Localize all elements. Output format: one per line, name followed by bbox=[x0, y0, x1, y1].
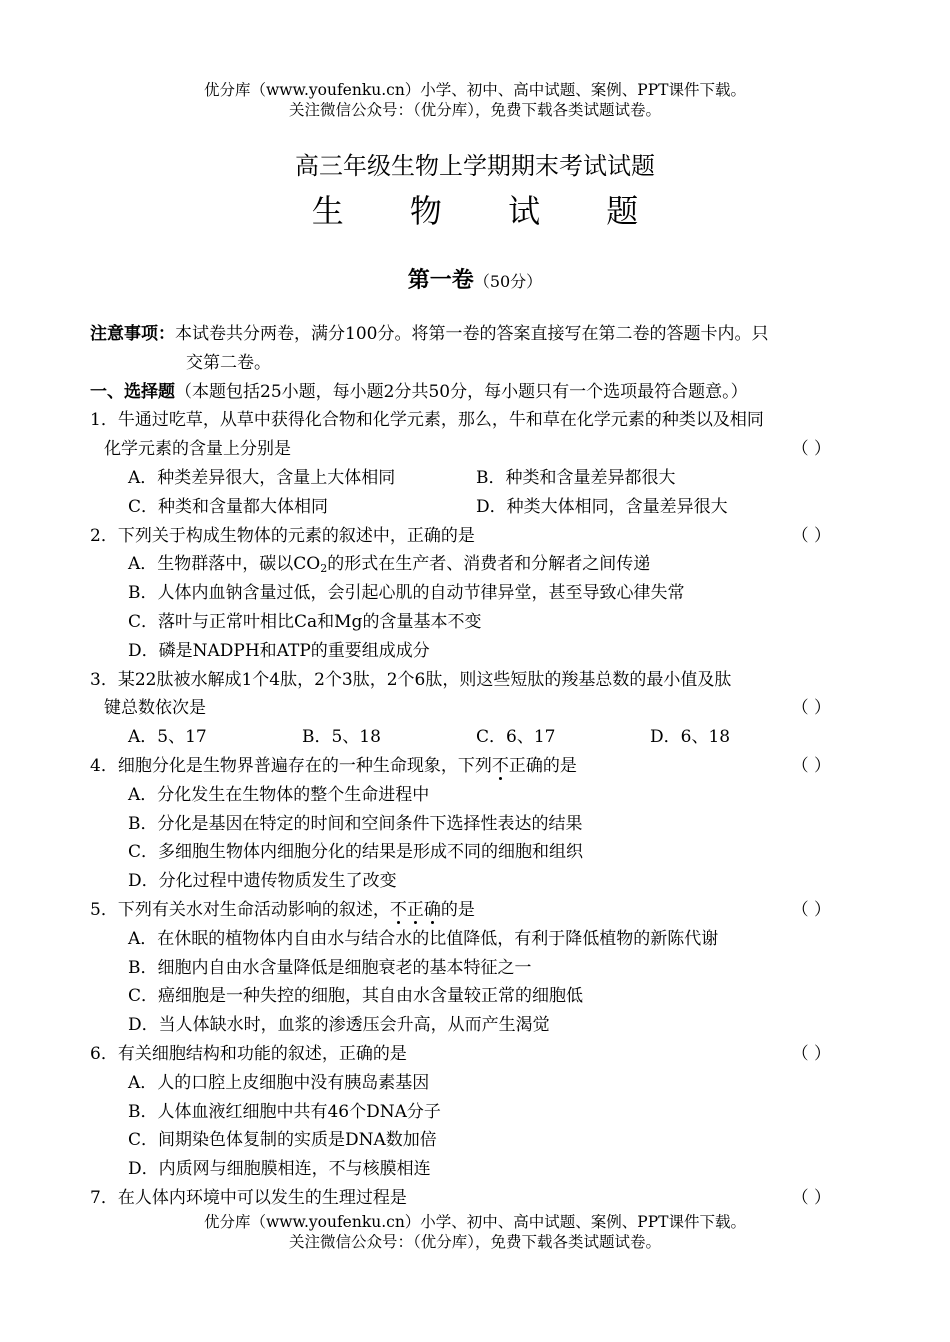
notice-line-2: 交第二卷。 bbox=[186, 352, 271, 373]
q4-option-b: B．分化是基因在特定的时间和空间条件下选择性表达的结果 bbox=[128, 813, 583, 834]
q6-option-c: C．间期染色体复制的实质是DNA数加倍 bbox=[128, 1130, 437, 1151]
q5-stem-post: 的是 bbox=[440, 899, 475, 920]
q5-stem-emphasis-1: 不 bbox=[389, 899, 407, 920]
q3-stem-text-2: 键总数依次是 bbox=[104, 698, 206, 719]
q6-stem bbox=[90, 1040, 865, 1069]
volume-points: （50分） bbox=[473, 272, 543, 291]
q6-option-b: B．人体血液红细胞中共有46个DNA分子 bbox=[128, 1101, 441, 1122]
notice-text-1: 本试卷共分两卷，满分100分。将第一卷的答案直接写在第二卷的答题卡内。只 bbox=[175, 324, 769, 344]
q1-option-c: C．种类和含量都大体相同 bbox=[128, 496, 329, 517]
q6-stem-text: 6．有关细胞结构和功能的叙述，正确的是 bbox=[90, 1043, 407, 1064]
q3-option-b: B．5、18 bbox=[302, 727, 381, 748]
q3-option-d: D．6、18 bbox=[650, 727, 731, 748]
q5-option-c: C．癌细胞是一种失控的细胞，其自由水含量较正常的细胞低 bbox=[128, 986, 584, 1007]
q2-stem bbox=[90, 522, 865, 551]
volume-heading bbox=[0, 263, 950, 294]
q4-option-c: C．多细胞生物体内细胞分化的结果是形成不同的细胞和组织 bbox=[128, 842, 584, 863]
header-line-2: 关注微信公众号：（优分库），免费下载各类试题试卷。 bbox=[288, 101, 661, 119]
q5-answer-bracket: （ ） bbox=[791, 899, 831, 920]
q7-answer-bracket: （ ） bbox=[791, 1187, 831, 1208]
q4-answer-bracket: （ ） bbox=[791, 755, 831, 776]
exam-content bbox=[90, 320, 865, 1213]
q1-stem-text-2: 化学元素的含量上分别是 bbox=[104, 439, 291, 460]
q2-answer-bracket: （ ） bbox=[791, 525, 831, 546]
q5-option-a: A．在休眠的植物体内自由水与结合水的比值降低，有利于降低植物的新陈代谢 bbox=[128, 928, 719, 949]
section-heading bbox=[90, 378, 865, 407]
q2-option-a-pre: A．生物群落中，碳以CO bbox=[128, 554, 321, 575]
q1-option-a: A．种类差异很大，含量上大体相同 bbox=[128, 467, 396, 488]
q4-option-a: A．分化发生在生物体的整个生命进程中 bbox=[128, 784, 430, 805]
q5-option-b: B．细胞内自由水含量降低是细胞衰老的基本特征之一 bbox=[128, 957, 532, 978]
q1-stem-line-1: 1．牛通过吃草，从草中获得化合物和化学元素，那么，牛和草在化学元素的种类以及相同 bbox=[90, 410, 764, 431]
q3-option-c: C．6、17 bbox=[476, 727, 556, 748]
q4-option-d: D．分化过程中遗传物质发生了改变 bbox=[128, 871, 397, 892]
q4-stem-post: 正确的是 bbox=[508, 755, 577, 776]
notice-label: 注意事项： bbox=[90, 324, 175, 344]
q3-answer-bracket: （ ） bbox=[791, 698, 831, 719]
q6-option-d: D．内质网与细胞膜相连，不与核膜相连 bbox=[128, 1159, 431, 1180]
q2-stem-text: 2．下列关于构成生物体的元素的叙述中，正确的是 bbox=[90, 525, 475, 546]
q2-option-c: C．落叶与正常叶相比Ca和Mg的含量基本不变 bbox=[128, 611, 482, 632]
q3-option-a: A．5、17 bbox=[128, 727, 207, 748]
exam-title: 高三年级生物上学期期末考试试题 bbox=[295, 152, 655, 180]
q2-option-a-post: 的形式在生产者、消费者和分解者之间传递 bbox=[327, 554, 651, 575]
q4-stem-pre: 4．细胞分化是生物界普遍存在的一种生命现象，下列 bbox=[90, 755, 492, 776]
section-label: 一、选择题 bbox=[90, 381, 175, 402]
footer-line-2: 关注微信公众号：（优分库），免费下载各类试题试卷。 bbox=[288, 1233, 661, 1251]
q5-stem-emphasis-2: 正 bbox=[406, 899, 424, 920]
q2-option-a bbox=[90, 550, 865, 579]
q7-stem bbox=[90, 1184, 865, 1213]
q5-stem-pre: 5．下列有关水对生命活动影响的叙述， bbox=[90, 899, 390, 920]
q2-option-d: D．磷是NADPH和ATP的重要组成成分 bbox=[128, 640, 430, 661]
volume-label: 第一卷 bbox=[407, 267, 474, 293]
q1-option-b: B．种类和含量差异都很大 bbox=[476, 467, 676, 488]
q4-stem bbox=[90, 752, 865, 781]
section-desc: （本题包括25小题，每小题2分共50分，每小题只有一个选项最符合题意。） bbox=[175, 381, 748, 402]
q3-stem-line-2 bbox=[90, 694, 865, 723]
q7-stem-text: 7．在人体内环境中可以发生的生理过程是 bbox=[90, 1187, 407, 1208]
q1-options-row-2 bbox=[90, 493, 865, 522]
q5-stem bbox=[90, 896, 865, 925]
header-line-1: 优分库（www.youfenku.cn）小学、初中、高中试题、案例、PPT课件下载。 bbox=[203, 81, 747, 99]
q2-option-b: B．人体内血钠含量过低，会引起心肌的自动节律异堂，甚至导致心律失常 bbox=[128, 583, 685, 604]
q3-stem-line-1: 3．某22肽被水解成1个4肽，2个3肽，2个6肽，则这些短肽的羧基总数的最小值及肽 bbox=[90, 669, 732, 690]
q3-options-row bbox=[90, 723, 865, 752]
q4-stem-emphasis: 不 bbox=[491, 755, 509, 776]
q1-stem-line-2 bbox=[90, 435, 865, 464]
footer-line-1: 优分库（www.youfenku.cn）小学、初中、高中试题、案例、PPT课件下载。 bbox=[203, 1213, 747, 1231]
q1-answer-bracket: （ ） bbox=[791, 439, 831, 460]
q6-answer-bracket: （ ） bbox=[791, 1043, 831, 1064]
q6-option-a: A．人的口腔上皮细胞中没有胰岛素基因 bbox=[128, 1072, 430, 1093]
q5-stem-emphasis-3: 确 bbox=[423, 899, 441, 920]
notice-line-1 bbox=[90, 320, 865, 349]
q1-options-row-1 bbox=[90, 464, 865, 493]
q1-option-d: D．种类大体相同，含量差异很大 bbox=[476, 496, 728, 517]
exam-subtitle: 生 物 试 题 bbox=[311, 192, 667, 230]
q5-option-d: D．当人体缺水时，血浆的渗透压会升高，从而产生渴觉 bbox=[128, 1015, 550, 1036]
q2-option-a-sub: 2 bbox=[320, 562, 328, 576]
